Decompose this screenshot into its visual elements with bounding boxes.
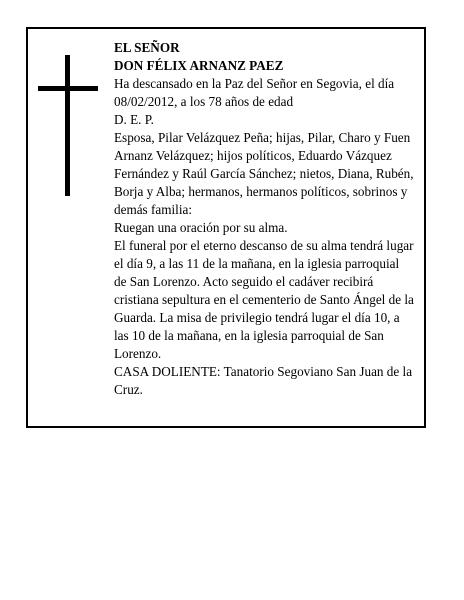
funeral-info: El funeral por el eterno descanso de su alma tendrá lugar el día 9, a las 11 de la mañana, en la iglesia parroquial de San Lorenzo. Acto seguido el cadáver recibirá cristiana sepultura en el cementerio de Santo Ángel de la Guarda. La misa de privilegio tendrá lugar el día 10, a las 10 de la mañana, en la iglesia parroquial de San Lorenzo. [114, 238, 414, 361]
title-line-1: EL SEÑOR [114, 40, 180, 55]
dep-line: D. E. P. [114, 112, 154, 127]
cross-horizontal-bar [38, 86, 98, 91]
cross-icon [38, 55, 98, 196]
death-notice: Ha descansado en la Paz del Señor en Segovia, el día 08/02/2012, a los 78 años de edad [114, 76, 395, 109]
deceased-name: DON FÉLIX ARNANZ PAEZ [114, 58, 284, 73]
family-list: Esposa, Pilar Velázquez Peña; hijas, Pilar, Charo y Fuen Arnanz Velázquez; hijos políticos, Eduardo Vázquez Fernández y Raúl García Sánchez; nietos, Diana, Rubén, Borja y Alba; hermanos, hermanos políticos, sobrinos y demás familia: [114, 130, 414, 217]
mourning-house: CASA DOLIENTE: Tanatorio Segoviano San Juan de la Cruz. [114, 364, 413, 397]
cross-vertical-bar [65, 55, 70, 196]
obituary-text [114, 39, 414, 399]
prayer-request: Ruegan una oración por su alma. [114, 220, 288, 235]
